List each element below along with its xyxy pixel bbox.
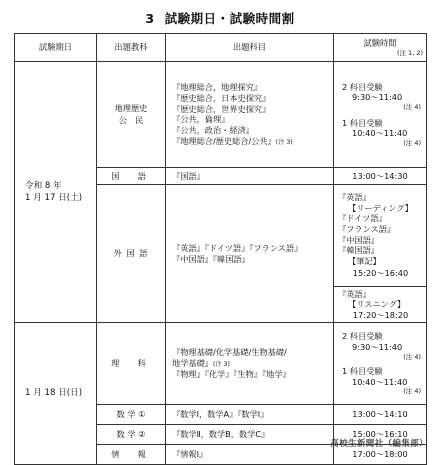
header-date: 試験期日 — [15, 34, 97, 62]
time-joho: 17:00～18:00 — [334, 445, 427, 465]
date-day2: 1 月 18 日(日) — [15, 323, 97, 465]
time-sugaku2: 15:00～16:10 — [334, 425, 427, 445]
row-rika — [15, 323, 427, 405]
watermark-text: 高校生新聞社（編集部） — [330, 438, 428, 448]
time-chireki: 2 科目受験 9:30～11:40 (注 4) 1 科目受験 10:40～11:40 (注 4) — [334, 62, 427, 168]
subject-sugaku1: 数 学 ① — [97, 405, 166, 425]
header-row — [15, 34, 427, 62]
subject-chireki: 地理歴史 公 民 — [97, 62, 166, 168]
time-sugaku1: 13:00～14:10 — [334, 405, 427, 425]
items-rika: 『物理基礎/化学基礎/生物基礎/ 地学基礎』(注 3) 『物理』『化学』『生物』『地学』 — [166, 323, 334, 405]
items-gaikokugo: 『英語』『ドイツ語』『フランス語』 『中国語』『韓国語』 — [166, 185, 334, 323]
date-day1: 令和 8 年 1 月 17 日(土) — [15, 62, 97, 323]
subject-gaikokugo: 外 国 語 — [97, 185, 166, 323]
title-text: 試験期日・試験時間割 — [164, 11, 295, 26]
subject-joho: 情 報 — [97, 445, 166, 465]
items-kokugo: 『国語』 — [166, 168, 334, 185]
time-kokugo: 13:00～14:30 — [334, 168, 427, 185]
schedule-table — [14, 33, 427, 465]
time-rika: 2 科目受験 9:30～11:40 (注 4) 1 科目受験 10:40～11:40 (注 4) — [334, 323, 427, 405]
header-items: 出題科目 — [166, 34, 334, 62]
row-chireki — [15, 62, 427, 168]
items-joho: 『情報Ⅰ』 — [166, 445, 334, 465]
time-gaikokugo-listening: 『英語』 【リスニング】 17:20～18:20 — [334, 287, 427, 323]
section-number: 3 — [145, 11, 155, 26]
items-chireki: 『地理総合，地理探究』 『歴史総合，日本史探究』 『歴史総合，世界史探究』 『公共，倫理』 『公共，政治・経済』 『地理総合/歴史総合/公共』(注 3) — [166, 62, 334, 168]
subject-rika: 理 科 — [97, 323, 166, 405]
header-time: 試験時間 (注 1, 2) — [334, 34, 427, 62]
items-sugaku1: 『数学Ⅰ，数学A』『数学Ⅰ』 — [166, 405, 334, 425]
subject-sugaku2: 数 学 ② — [97, 425, 166, 445]
page-title — [0, 9, 440, 27]
subject-kokugo: 国 語 — [97, 168, 166, 185]
items-sugaku2: 『数学Ⅱ，数学B，数学C』 — [166, 425, 334, 445]
header-subject: 出題教科 — [97, 34, 166, 62]
time-gaikokugo-written: 『英語』 【リーディング】 『ドイツ語』 『フランス語』 『中国語』 『韓国語』 【筆記】 15:20～16:40 — [334, 185, 427, 287]
